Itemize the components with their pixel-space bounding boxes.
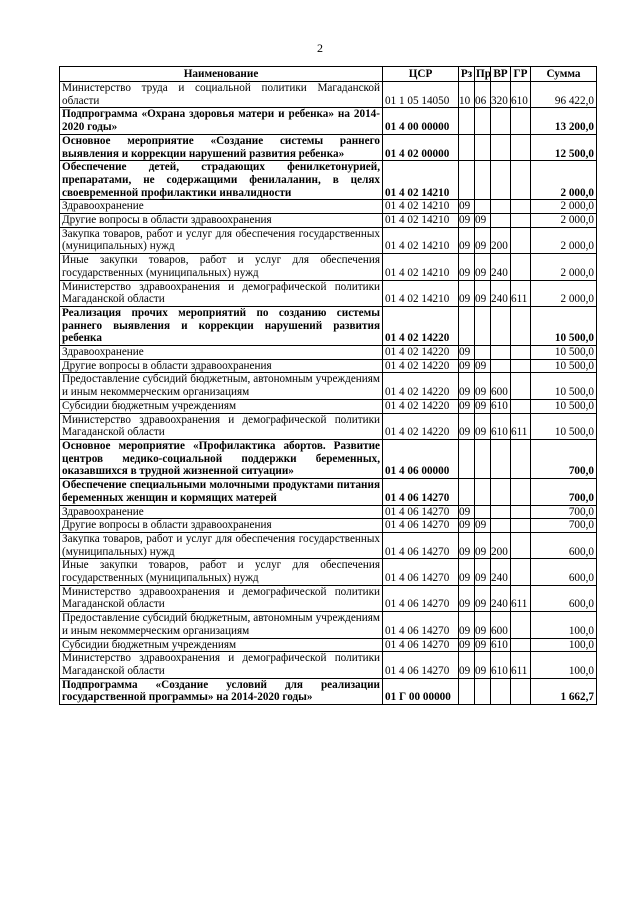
row-sum-cell: 700,0 xyxy=(531,505,597,519)
row-csr-cell: 01 Г 00 00000 xyxy=(383,678,459,704)
row-rz-cell xyxy=(459,678,475,704)
row-rz-cell xyxy=(459,479,475,505)
table-row xyxy=(60,519,597,533)
row-name-cell: Подпрограмма «Создание условий для реализации государственной программы» на 2014-2020 годы» xyxy=(60,678,383,704)
table-row xyxy=(60,134,597,160)
row-csr-cell: 01 4 06 14270 xyxy=(383,505,459,519)
table-row xyxy=(60,439,597,478)
row-pr-cell xyxy=(475,161,491,200)
row-rz-cell: 09 xyxy=(459,254,475,280)
header-pr: Пр xyxy=(476,67,491,80)
row-vr-cell xyxy=(491,108,511,134)
row-rz-cell: 09 xyxy=(459,214,475,228)
row-pr-cell: 09 xyxy=(475,652,491,678)
row-gr-cell xyxy=(511,161,531,200)
row-csr-cell: 01 4 06 14270 xyxy=(383,532,459,558)
row-pr-cell xyxy=(475,479,491,505)
header-name: Наименование xyxy=(60,67,383,82)
row-rz-cell: 09 xyxy=(459,373,475,399)
row-gr-cell xyxy=(511,306,531,345)
row-sum-cell: 10 500,0 xyxy=(531,359,597,373)
row-name-cell: Иные закупки товаров, работ и услуг для обеспечения государственных (муниципальных) нужд xyxy=(60,254,383,280)
header-csr: ЦСР xyxy=(383,67,459,82)
page-number: 2 xyxy=(317,41,323,55)
row-name-cell: Обеспечение специальными молочными продуктами питания беременных женщин и кормящих матерей xyxy=(60,479,383,505)
row-name-cell: Другие вопросы в области здравоохранения xyxy=(60,214,383,228)
row-sum-cell: 10 500,0 xyxy=(531,306,597,345)
row-sum-cell: 13 200,0 xyxy=(531,108,597,134)
row-csr-cell: 01 4 02 14220 xyxy=(383,359,459,373)
row-gr-cell: 611 xyxy=(511,652,531,678)
row-vr-cell xyxy=(491,519,511,533)
row-name-cell: Предоставление субсидий бюджетным, автономным учреждениям и иным некоммерческим организациям xyxy=(60,612,383,638)
row-name-cell: Другие вопросы в области здравоохранения xyxy=(60,359,383,373)
row-csr-cell: 01 1 05 14050 xyxy=(383,82,459,108)
row-csr-cell: 01 4 00 00000 xyxy=(383,108,459,134)
row-rz-cell: 10 xyxy=(459,82,475,108)
row-sum-cell: 100,0 xyxy=(531,652,597,678)
row-sum-cell: 700,0 xyxy=(531,479,597,505)
row-rz-cell xyxy=(459,108,475,134)
row-vr-cell: 240 xyxy=(491,254,511,280)
row-vr-cell: 610 xyxy=(491,399,511,413)
row-vr-cell xyxy=(491,306,511,345)
row-name-cell: Субсидии бюджетным учреждениям xyxy=(60,399,383,413)
table-row xyxy=(60,505,597,519)
row-csr-cell: 01 4 02 14220 xyxy=(383,346,459,360)
row-pr-cell xyxy=(475,306,491,345)
row-pr-cell xyxy=(475,678,491,704)
table-row xyxy=(60,346,597,360)
table-row xyxy=(60,638,597,652)
row-rz-cell: 09 xyxy=(459,652,475,678)
row-pr-cell xyxy=(475,439,491,478)
row-gr-cell xyxy=(511,399,531,413)
row-gr-cell xyxy=(511,612,531,638)
row-pr-cell: 09 xyxy=(475,532,491,558)
row-csr-cell: 01 4 06 14270 xyxy=(383,585,459,611)
row-rz-cell xyxy=(459,306,475,345)
row-name-cell: Здравоохранение xyxy=(60,505,383,519)
row-name-cell: Основное мероприятие «Профилактика абортов. Развитие центров медико-социальной поддержки беременных, оказавшихся в трудной жизненной ситуации» xyxy=(60,439,383,478)
row-gr-cell xyxy=(511,254,531,280)
table-row xyxy=(60,559,597,585)
row-vr-cell: 320 xyxy=(491,82,511,108)
row-rz-cell: 09 xyxy=(459,519,475,533)
row-csr-cell: 01 4 02 14210 xyxy=(383,254,459,280)
row-pr-cell: 09 xyxy=(475,280,491,306)
row-csr-cell: 01 4 02 14220 xyxy=(383,306,459,345)
table-row xyxy=(60,254,597,280)
row-sum-cell: 700,0 xyxy=(531,519,597,533)
row-name-cell: Реализация прочих мероприятий по созданию системы раннего выявления и коррекции нарушений развития ребенка xyxy=(60,306,383,345)
row-csr-cell: 01 4 06 14270 xyxy=(383,652,459,678)
row-pr-cell: 09 xyxy=(475,519,491,533)
row-csr-cell: 01 4 02 14220 xyxy=(383,413,459,439)
table-row xyxy=(60,612,597,638)
row-sum-cell: 600,0 xyxy=(531,532,597,558)
row-sum-cell: 600,0 xyxy=(531,585,597,611)
row-sum-cell: 2 000,0 xyxy=(531,280,597,306)
row-vr-cell xyxy=(491,346,511,360)
row-rz-cell xyxy=(459,439,475,478)
row-sum-cell: 2 000,0 xyxy=(531,214,597,228)
row-pr-cell: 09 xyxy=(475,585,491,611)
table-header-row xyxy=(60,67,597,82)
row-name-cell: Министерство труда и социальной политики Магаданской области xyxy=(60,82,383,108)
row-vr-cell: 600 xyxy=(491,373,511,399)
table-row xyxy=(60,585,597,611)
table-row xyxy=(60,399,597,413)
row-csr-cell: 01 4 02 14220 xyxy=(383,373,459,399)
row-sum-cell: 100,0 xyxy=(531,612,597,638)
row-sum-cell: 10 500,0 xyxy=(531,373,597,399)
row-vr-cell xyxy=(491,214,511,228)
table-row xyxy=(60,479,597,505)
row-rz-cell: 09 xyxy=(459,638,475,652)
row-name-cell: Другие вопросы в области здравоохранения xyxy=(60,519,383,533)
row-vr-cell xyxy=(491,678,511,704)
table-body xyxy=(60,82,597,705)
row-gr-cell xyxy=(511,532,531,558)
row-vr-cell xyxy=(491,200,511,214)
row-csr-cell: 01 4 02 14210 xyxy=(383,280,459,306)
row-csr-cell: 01 4 02 00000 xyxy=(383,134,459,160)
row-sum-cell: 2 000,0 xyxy=(531,254,597,280)
row-csr-cell: 01 4 06 00000 xyxy=(383,439,459,478)
table-row xyxy=(60,413,597,439)
row-pr-cell: 09 xyxy=(475,227,491,253)
row-name-cell: Иные закупки товаров, работ и услуг для обеспечения государственных (муниципальных) нужд xyxy=(60,559,383,585)
row-gr-cell xyxy=(511,479,531,505)
table-row xyxy=(60,227,597,253)
row-pr-cell: 09 xyxy=(475,413,491,439)
table-row xyxy=(60,532,597,558)
row-vr-cell xyxy=(491,161,511,200)
table-row xyxy=(60,306,597,345)
row-vr-cell: 240 xyxy=(491,559,511,585)
row-rz-cell: 09 xyxy=(459,612,475,638)
row-name-cell: Здравоохранение xyxy=(60,346,383,360)
row-sum-cell: 12 500,0 xyxy=(531,134,597,160)
row-pr-cell: 09 xyxy=(475,559,491,585)
row-pr-cell xyxy=(475,108,491,134)
row-vr-cell: 200 xyxy=(491,532,511,558)
row-gr-cell xyxy=(511,359,531,373)
row-rz-cell xyxy=(459,134,475,160)
table-row xyxy=(60,82,597,108)
table-row xyxy=(60,108,597,134)
row-rz-cell: 09 xyxy=(459,200,475,214)
row-name-cell: Основное мероприятие «Создание системы раннего выявления и коррекции нарушений развития ребенка» xyxy=(60,134,383,160)
row-pr-cell xyxy=(475,346,491,360)
row-sum-cell: 10 500,0 xyxy=(531,399,597,413)
table-row xyxy=(60,280,597,306)
row-rz-cell: 09 xyxy=(459,413,475,439)
row-gr-cell: 611 xyxy=(511,280,531,306)
row-rz-cell: 09 xyxy=(459,532,475,558)
row-sum-cell: 10 500,0 xyxy=(531,346,597,360)
row-gr-cell: 610 xyxy=(511,82,531,108)
row-pr-cell: 09 xyxy=(475,214,491,228)
row-vr-cell xyxy=(491,359,511,373)
row-name-cell: Министерство здравоохранения и демографической политики Магаданской области xyxy=(60,652,383,678)
row-vr-cell xyxy=(491,439,511,478)
row-pr-cell: 09 xyxy=(475,399,491,413)
row-name-cell: Обеспечение детей, страдающих фенилкетонурией, препаратами, не содержащими фенилаланин, в целях своевременной профилактики инвалидности xyxy=(60,161,383,200)
row-name-cell: Подпрограмма «Охрана здоровья матери и ребенка» на 2014-2020 годы» xyxy=(60,108,383,134)
row-sum-cell: 1 662,7 xyxy=(531,678,597,704)
row-name-cell: Министерство здравоохранения и демографической политики Магаданской области xyxy=(60,280,383,306)
row-rz-cell xyxy=(459,161,475,200)
row-sum-cell: 10 500,0 xyxy=(531,413,597,439)
row-rz-cell: 09 xyxy=(459,227,475,253)
row-gr-cell xyxy=(511,505,531,519)
row-gr-cell xyxy=(511,108,531,134)
table-row xyxy=(60,161,597,200)
row-name-cell: Предоставление субсидий бюджетным, автономным учреждениям и иным некоммерческим организациям xyxy=(60,373,383,399)
row-csr-cell: 01 4 02 14210 xyxy=(383,200,459,214)
table-row xyxy=(60,678,597,704)
row-name-cell: Здравоохранение xyxy=(60,200,383,214)
row-sum-cell: 700,0 xyxy=(531,439,597,478)
row-gr-cell xyxy=(511,346,531,360)
row-gr-cell xyxy=(511,200,531,214)
row-csr-cell: 01 4 06 14270 xyxy=(383,612,459,638)
row-sum-cell: 2 000,0 xyxy=(531,227,597,253)
row-pr-cell xyxy=(475,134,491,160)
row-pr-cell: 06 xyxy=(475,82,491,108)
table-row xyxy=(60,200,597,214)
table-row xyxy=(60,373,597,399)
row-pr-cell: 09 xyxy=(475,254,491,280)
table-row xyxy=(60,652,597,678)
row-vr-cell: 610 xyxy=(491,638,511,652)
row-name-cell: Закупка товаров, работ и услуг для обеспечения государственных (муниципальных) нужд xyxy=(60,532,383,558)
row-sum-cell: 100,0 xyxy=(531,638,597,652)
row-sum-cell: 600,0 xyxy=(531,559,597,585)
table-row xyxy=(60,214,597,228)
row-pr-cell: 09 xyxy=(475,359,491,373)
row-name-cell: Субсидии бюджетным учреждениям xyxy=(60,638,383,652)
row-gr-cell xyxy=(511,439,531,478)
row-csr-cell: 01 4 02 14210 xyxy=(383,214,459,228)
row-pr-cell: 09 xyxy=(475,638,491,652)
row-vr-cell: 610 xyxy=(491,413,511,439)
row-rz-cell: 09 xyxy=(459,280,475,306)
row-gr-cell xyxy=(511,134,531,160)
row-gr-cell xyxy=(511,214,531,228)
row-csr-cell: 01 4 02 14220 xyxy=(383,399,459,413)
row-gr-cell xyxy=(511,227,531,253)
row-vr-cell xyxy=(491,479,511,505)
row-rz-cell: 09 xyxy=(459,346,475,360)
table-row xyxy=(60,359,597,373)
row-vr-cell xyxy=(491,134,511,160)
row-rz-cell: 09 xyxy=(459,585,475,611)
budget-table xyxy=(59,66,597,705)
row-pr-cell: 09 xyxy=(475,612,491,638)
row-gr-cell xyxy=(511,373,531,399)
row-vr-cell: 240 xyxy=(491,585,511,611)
row-csr-cell: 01 4 02 14210 xyxy=(383,227,459,253)
row-gr-cell: 611 xyxy=(511,413,531,439)
row-sum-cell: 2 000,0 xyxy=(531,200,597,214)
row-rz-cell: 09 xyxy=(459,559,475,585)
row-name-cell: Закупка товаров, работ и услуг для обеспечения государственных (муниципальных) нужд xyxy=(60,227,383,253)
row-rz-cell: 09 xyxy=(459,505,475,519)
row-csr-cell: 01 4 06 14270 xyxy=(383,479,459,505)
row-sum-cell: 2 000,0 xyxy=(531,161,597,200)
row-vr-cell: 600 xyxy=(491,612,511,638)
row-gr-cell: 611 xyxy=(511,585,531,611)
row-csr-cell: 01 4 06 14270 xyxy=(383,638,459,652)
header-gr: ГР xyxy=(511,67,531,82)
row-csr-cell: 01 4 06 14270 xyxy=(383,519,459,533)
row-pr-cell xyxy=(475,200,491,214)
row-vr-cell: 200 xyxy=(491,227,511,253)
row-csr-cell: 01 4 02 14210 xyxy=(383,161,459,200)
header-rz: Рз xyxy=(459,67,475,82)
row-vr-cell: 240 xyxy=(491,280,511,306)
row-name-cell: Министерство здравоохранения и демографической политики Магаданской области xyxy=(60,585,383,611)
row-gr-cell xyxy=(511,638,531,652)
row-pr-cell: 09 xyxy=(475,373,491,399)
row-rz-cell: 09 xyxy=(459,359,475,373)
row-name-cell: Министерство здравоохранения и демографической политики Магаданской области xyxy=(60,413,383,439)
row-gr-cell xyxy=(511,559,531,585)
row-rz-cell: 09 xyxy=(459,399,475,413)
header-vr: ВР xyxy=(491,67,511,82)
row-vr-cell xyxy=(491,505,511,519)
row-gr-cell xyxy=(511,519,531,533)
row-pr-cell xyxy=(475,505,491,519)
header-sum: Сумма xyxy=(531,67,597,82)
row-csr-cell: 01 4 06 14270 xyxy=(383,559,459,585)
row-sum-cell: 96 422,0 xyxy=(531,82,597,108)
row-vr-cell: 610 xyxy=(491,652,511,678)
row-gr-cell xyxy=(511,678,531,704)
